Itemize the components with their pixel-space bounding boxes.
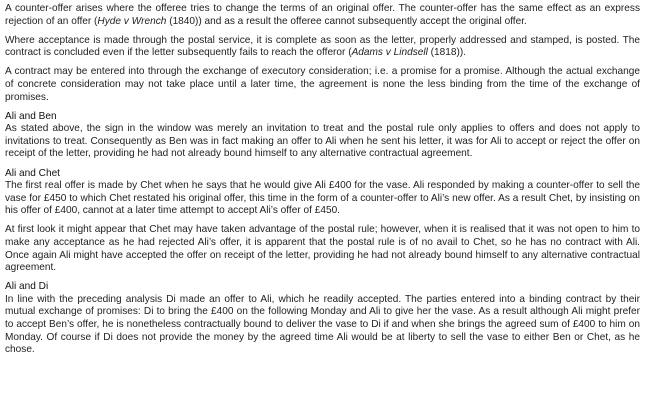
section-paragraph: As stated above, the sign in the window was merely an invitation to treat and the postal rule only applies to offers and does not apply to invitations to treat. Consequently as Ben was in fact making an offer to Ali when he sent his letter, it was for Ali to accept or reject the offer on receipt of the letter, providing he had not already bound himself to any alternative contractual agreement. bbox=[5, 123, 640, 160]
case-citation: Adams v Lindsell bbox=[351, 47, 428, 59]
section-heading: Ali and Di bbox=[5, 281, 49, 293]
section-heading: Ali and Chet bbox=[5, 167, 60, 179]
case-citation: Hyde v Wrench bbox=[97, 15, 167, 27]
text-run: Where acceptance is made through the postal service, it is complete as soon as the letter, properly addressed and stamped, is posted. The contract is concluded even if the letter subsequently fails to reach the offeror ( bbox=[5, 34, 640, 59]
section-ali-and-chet bbox=[5, 168, 640, 275]
counter-offer-paragraph bbox=[5, 3, 640, 28]
section-paragraph: In line with the preceding analysis Di made an offer to Ali, which he readily accepted. The parties entered into a binding contract by their mutual exchange of promises: Di to bring the £400 on the following Monday and Ali to give her the vase. As a result although Ali might prefer to accept Ben’s offer, he is nonetheless contractually bound to deliver the vase to Di if and when she brings the agreed sum of £400 to him on Monday. Of course if Di does not provide the money by the agreed time Ali would be at liberty to sell the vase to either Ben or Chet, as he chose. bbox=[5, 293, 640, 356]
text-run: (1840)) and as a result the offeree cannot subsequently accept the original offer. bbox=[166, 15, 527, 27]
section-ali-and-di bbox=[5, 281, 640, 357]
postal-rule-paragraph bbox=[5, 35, 640, 60]
text-run: (1818)). bbox=[427, 47, 467, 59]
executory-consideration-paragraph: A contract may be entered into through the exchange of executory consideration; i.e. a promise for a promise. Although the actual exchange of concrete consideration may not take place until a later time, the agreement is none the less binding from the time of the exchange of promises. bbox=[5, 66, 640, 103]
section-paragraph: At first look it might appear that Chet may have taken advantage of the postal rule; however, when it is realised that it was not open to him to make any acceptance as he had rejected Ali’s offer, it is apparent that the postal rule is of no avail to Chet, so he has no contract with Ali. Once again Ali might have accepted the offer on receipt of the letter, providing he had not already bound himself to any alternative contractual agreement. bbox=[5, 224, 640, 274]
text-run: A counter-offer arises where the offeree tries to change the terms of an original offer. The counter-offer has the same effect as an express rejection of an offer ( bbox=[5, 3, 640, 27]
section-ali-and-ben bbox=[5, 111, 640, 161]
section-paragraph: The first real offer is made by Chet when he says that he would give Ali £400 for the vase. Ali responded by making a counter-offer to sell the vase for £450 to which Chet restated his original offer, this time in the form of a counter-offer to Ali’s new offer. As a result Chet, by insisting on his offer of £400, cannot at a later time attempt to accept Ali’s offer of £450. bbox=[5, 180, 640, 217]
section-heading: Ali and Ben bbox=[5, 110, 57, 122]
